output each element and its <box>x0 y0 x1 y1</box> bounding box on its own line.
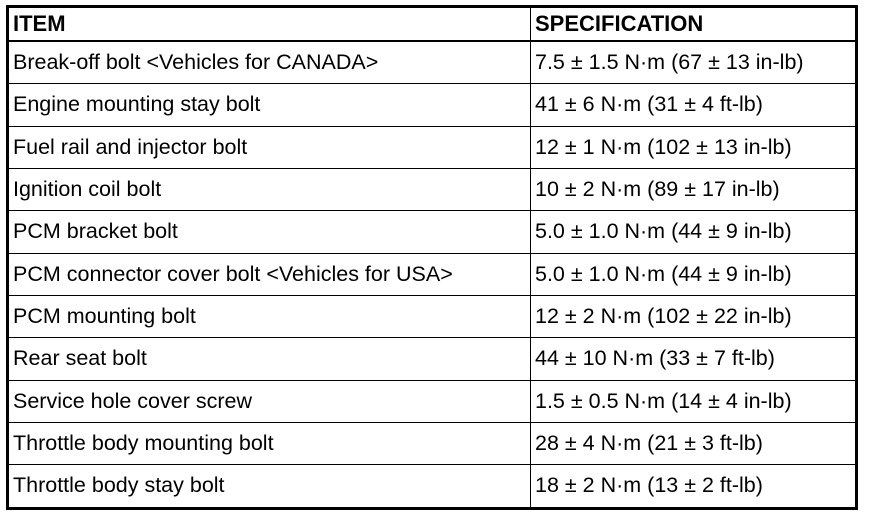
table-row <box>8 338 857 380</box>
item-cell: Break-off bolt <Vehicles for CANADA> <box>8 41 531 84</box>
header-item: ITEM <box>8 7 531 42</box>
specification-cell: 44 ± 10 N·m (33 ± 7 ft-lb) <box>531 338 857 380</box>
specification-cell: 28 ± 4 N·m (21 ± 3 ft-lb) <box>531 423 857 465</box>
item-cell: PCM bracket bolt <box>8 211 531 253</box>
table-row <box>8 169 857 211</box>
specification-cell: 5.0 ± 1.0 N·m (44 ± 9 in-lb) <box>531 211 857 253</box>
table-row <box>8 380 857 422</box>
item-cell: Throttle body stay bolt <box>8 465 531 509</box>
item-cell: PCM connector cover bolt <Vehicles for USA> <box>8 253 531 295</box>
header-row <box>8 7 857 42</box>
specification-cell: 5.0 ± 1.0 N·m (44 ± 9 in-lb) <box>531 253 857 295</box>
table-row <box>8 253 857 295</box>
specification-cell: 41 ± 6 N·m (31 ± 4 ft-lb) <box>531 84 857 126</box>
item-cell: Engine mounting stay bolt <box>8 84 531 126</box>
specification-cell: 10 ± 2 N·m (89 ± 17 in-lb) <box>531 169 857 211</box>
specification-cell: 7.5 ± 1.5 N·m (67 ± 13 in-lb) <box>531 41 857 84</box>
torque-spec-table <box>6 5 858 510</box>
table-row <box>8 84 857 126</box>
item-cell: Service hole cover screw <box>8 380 531 422</box>
table-row <box>8 423 857 465</box>
table-row <box>8 41 857 84</box>
item-cell: Fuel rail and injector bolt <box>8 126 531 168</box>
header-specification: SPECIFICATION <box>531 7 857 42</box>
item-cell: PCM mounting bolt <box>8 296 531 338</box>
table-header <box>8 7 857 42</box>
specification-cell: 12 ± 1 N·m (102 ± 13 in-lb) <box>531 126 857 168</box>
specification-cell: 1.5 ± 0.5 N·m (14 ± 4 in-lb) <box>531 380 857 422</box>
specification-cell: 12 ± 2 N·m (102 ± 22 in-lb) <box>531 296 857 338</box>
table-row <box>8 126 857 168</box>
item-cell: Rear seat bolt <box>8 338 531 380</box>
specification-cell: 18 ± 2 N·m (13 ± 2 ft-lb) <box>531 465 857 509</box>
table-row <box>8 211 857 253</box>
table-body <box>8 41 857 509</box>
table-row <box>8 296 857 338</box>
item-cell: Ignition coil bolt <box>8 169 531 211</box>
item-cell: Throttle body mounting bolt <box>8 423 531 465</box>
table-row <box>8 465 857 509</box>
